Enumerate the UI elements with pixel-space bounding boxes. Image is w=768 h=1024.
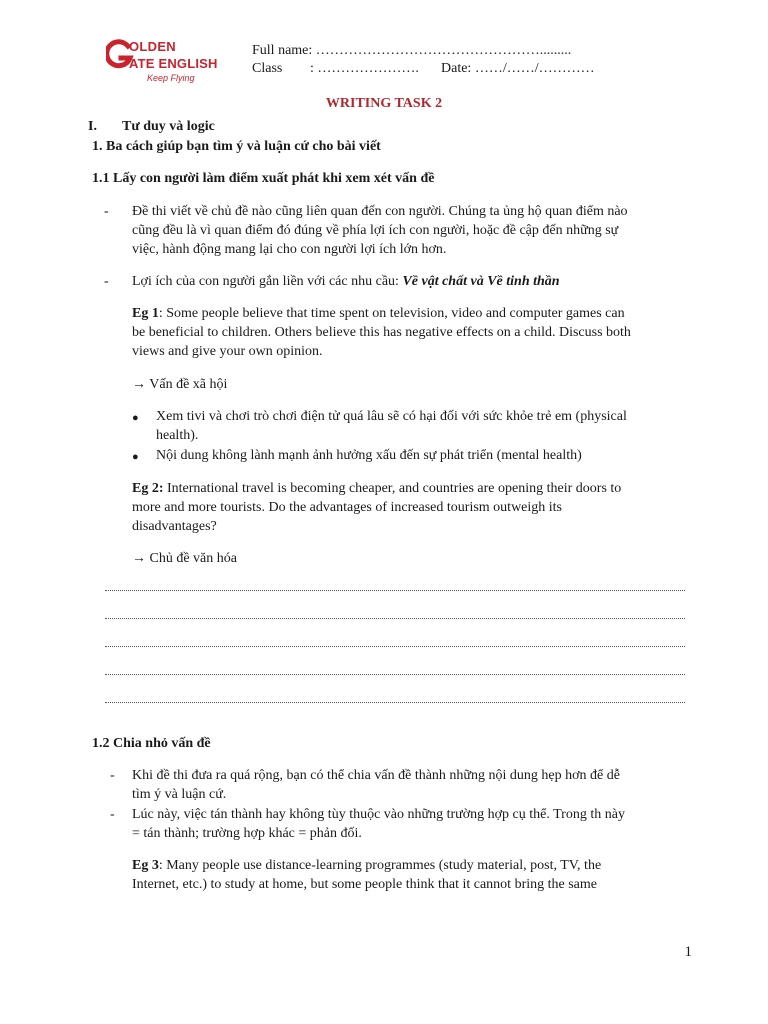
text-line: : Many people use distance-learning programmes (study material, post, TV, the [158, 858, 602, 873]
text-line: views and give your own opinion. [132, 344, 323, 359]
writing-line[interactable] [105, 617, 685, 619]
writing-line[interactable] [105, 645, 685, 647]
arrow-note: → Vấn đề xã hội [132, 377, 228, 392]
text-line: Lợi ích của con người gắn liền với các nhu cầu: [132, 274, 403, 289]
text-line: cũng đều là vì quan điểm đó đúng về phía lợi ích con người, hoặc đề cập đến những sự [132, 223, 619, 238]
example-label: Eg 3 [132, 858, 159, 873]
class-label: Class [252, 61, 283, 76]
bullet-icon: ● [132, 451, 139, 463]
logo-text-line2: ATE ENGLISH [129, 56, 218, 71]
bullet-item: Nội dung không lành mạnh ảnh hưởng xấu đến sự phát triển (mental health) [156, 448, 582, 463]
dash-marker: - [104, 204, 109, 219]
full-name-field[interactable]: Full name: …………………………………………......... [252, 43, 572, 58]
text-line: Internet, etc.) to study at home, but some people think that it cannot bring the same [132, 877, 597, 892]
subheading-1-1: 1.1 Lấy con người làm điểm xuất phát khi xem xét vấn đề [92, 171, 435, 186]
text-line: tìm ý và luận cứ. [132, 787, 227, 802]
subheading-1: 1. Ba cách giúp bạn tìm ý và luận cứ cho bài viết [92, 139, 381, 154]
text-line: International travel is becoming cheaper, and countries are opening their doors to [163, 481, 622, 496]
writing-line[interactable] [105, 673, 685, 675]
text-line: more and more tourists. Do the advantages of increased tourism outweigh its [132, 500, 563, 515]
bullet-item [156, 407, 627, 445]
emphasis-text: Về vật chất và Về tinh thần [402, 274, 560, 289]
dash-marker: - [110, 768, 115, 783]
logo-tagline: Keep Flying [147, 73, 195, 83]
example-1 [132, 304, 631, 361]
text-line: = tán thành; trường hợp khác = phản đối. [132, 826, 362, 841]
example-3 [132, 856, 601, 894]
example-label: Eg 1 [132, 306, 159, 321]
writing-line[interactable] [105, 701, 685, 703]
writing-line[interactable] [105, 589, 685, 591]
text-line: việc, hành động mang lại cho con người lợi ích lớn hơn. [132, 242, 447, 257]
paragraph [132, 272, 560, 291]
text-line: Xem tivi và chơi trò chơi điện tử quá lâu sẽ có hại đối với sức khỏe trẻ em (physical [156, 409, 627, 424]
paragraph [132, 202, 628, 259]
class-field[interactable]: : …………………. [310, 61, 419, 76]
section-heading: Tư duy và logic [122, 119, 215, 134]
arrow-note: → Chủ đề văn hóa [132, 551, 237, 566]
page-number: 1 [684, 944, 692, 960]
section-number: I. [88, 119, 97, 134]
text-line: health). [156, 428, 199, 443]
dash-marker: - [104, 274, 109, 289]
text-line: Lúc này, việc tán thành hay không tùy thuộc vào những trường hợp cụ thể. Trong th này [132, 807, 625, 822]
text-line: Đề thi viết về chủ đề nào cũng liên quan đến con người. Chúng ta ủng hộ quan điểm nào [132, 204, 628, 219]
text-line: Khi đề thi đưa ra quá rộng, bạn có thể chia vấn đề thành những nội dung hẹp hơn để dễ [132, 768, 620, 783]
example-label: Eg 2: [132, 481, 164, 496]
brand-logo [106, 38, 238, 90]
text-line: disadvantages? [132, 519, 217, 534]
date-field[interactable]: Date: ……/……/………… [441, 61, 595, 76]
text-line: be beneficial to children. Others believe this has negative effects on a child. Discuss both [132, 325, 631, 340]
bullet-icon: ● [132, 412, 139, 424]
example-2 [132, 479, 621, 536]
page-title: WRITING TASK 2 [325, 96, 443, 111]
paragraph [132, 805, 625, 843]
subheading-1-2: 1.2 Chia nhỏ vấn đề [92, 736, 211, 751]
text-line: : Some people believe that time spent on television, video and computer games can [158, 306, 625, 321]
dash-marker: - [110, 807, 115, 822]
paragraph [132, 766, 620, 804]
logo-text-line1: OLDEN [129, 39, 176, 54]
